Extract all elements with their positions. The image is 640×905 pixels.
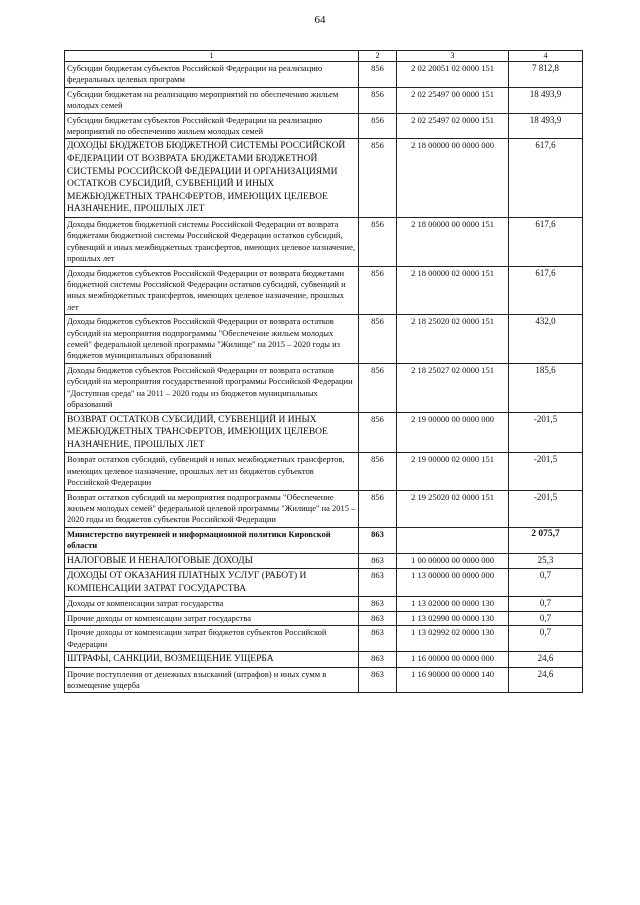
row-amount: -201,5: [509, 412, 583, 453]
table-row: [65, 87, 583, 113]
row-amount: 617,6: [509, 139, 583, 218]
row-amount: 18 493,9: [509, 113, 583, 139]
admin-code: 856: [359, 315, 397, 364]
table-row: [65, 597, 583, 611]
column-number-1: 1: [65, 51, 359, 62]
row-amount: 0,7: [509, 611, 583, 625]
row-name: Доходы бюджетов бюджетной системы Российской Федерации от возврата бюджетами бюджетной системы Российской Федерации остатков субсидий, субвенций и иных межбюджетных трансфертов, имеющих целевое назначение, прошлых лет: [65, 218, 359, 267]
column-number-4: 4: [509, 51, 583, 62]
row-name: НАЛОГОВЫЕ И НЕНАЛОГОВЫЕ ДОХОДЫ: [65, 553, 359, 569]
row-name: ШТРАФЫ, САНКЦИИ, ВОЗМЕЩЕНИЕ УЩЕРБА: [65, 651, 359, 667]
budget-classification-code: 1 16 00000 00 0000 000: [397, 651, 509, 667]
budget-classification-code: 1 00 00000 00 0000 000: [397, 553, 509, 569]
row-amount: -201,5: [509, 490, 583, 527]
column-number-row: [65, 51, 583, 62]
row-name: Возврат остатков субсидий, субвенций и иных межбюджетных трансфертов, имеющих целевое назначение, прошлых лет из бюджетов субъектов Российской Федерации: [65, 453, 359, 490]
row-amount: -201,5: [509, 453, 583, 490]
budget-classification-code: 2 18 00000 00 0000 151: [397, 218, 509, 267]
row-name: Доходы бюджетов субъектов Российской Федерации от возврата остатков субсидий на мероприятия подпрограммы "Обеспечение жильем молодых семей" федеральной целевой программы "Жилище" на 2015 – 2020 годы из бюджетов муниципальных образований: [65, 315, 359, 364]
admin-code: 856: [359, 363, 397, 412]
budget-classification-code: 1 13 02000 00 0000 130: [397, 597, 509, 611]
admin-code: 863: [359, 611, 397, 625]
row-amount: 24,6: [509, 651, 583, 667]
row-name: Прочие доходы от компенсации затрат государства: [65, 611, 359, 625]
table-row: [65, 453, 583, 490]
row-amount: 0,7: [509, 597, 583, 611]
row-amount: 0,7: [509, 569, 583, 597]
row-amount: 2 075,7: [509, 527, 583, 553]
table-row: [65, 113, 583, 139]
budget-classification-code: 2 18 00000 02 0000 151: [397, 266, 509, 315]
row-amount: 25,3: [509, 553, 583, 569]
admin-code: 856: [359, 139, 397, 218]
budget-classification-code: 1 13 00000 00 0000 000: [397, 569, 509, 597]
table-row: [65, 412, 583, 453]
admin-code: 856: [359, 412, 397, 453]
table-row: [65, 553, 583, 569]
budget-classification-code: 2 19 00000 00 0000 000: [397, 412, 509, 453]
table-row: [65, 490, 583, 527]
admin-code: 856: [359, 218, 397, 267]
table-row: [65, 266, 583, 315]
row-name: ДОХОДЫ БЮДЖЕТОВ БЮДЖЕТНОЙ СИСТЕМЫ РОССИЙСКОЙ ФЕДЕРАЦИИ ОТ ВОЗВРАТА БЮДЖЕТАМИ БЮДЖЕТНОЙ СИСТЕМЫ РОССИЙСКОЙ ФЕДЕРАЦИИ И ОРГАНИЗАЦИЯМИ ОСТАТКОВ СУБСИДИЙ, СУБВЕНЦИЙ И ИНЫХ МЕЖБЮДЖЕТНЫХ ТРАНСФЕРТОВ, ИМЕЮЩИХ ЦЕЛЕВОЕ НАЗНАЧЕНИЕ, ПРОШЛЫХ ЛЕТ: [65, 139, 359, 218]
row-amount: 617,6: [509, 218, 583, 267]
row-name: Субсидии бюджетам субъектов Российской Федерации на реализацию мероприятий по обеспечению жильем молодых семей: [65, 113, 359, 139]
budget-classification-code: 2 19 25020 02 0000 151: [397, 490, 509, 527]
row-name: Министерство внутренней и информационной политики Кировской области: [65, 527, 359, 553]
budget-classification-code: 2 19 00000 02 0000 151: [397, 453, 509, 490]
budget-table: [64, 50, 583, 693]
budget-classification-code: 1 13 02990 00 0000 130: [397, 611, 509, 625]
budget-classification-code: 2 02 25497 00 0000 151: [397, 87, 509, 113]
budget-classification-code: 2 18 25020 02 0000 151: [397, 315, 509, 364]
admin-code: 863: [359, 527, 397, 553]
table-row: [65, 62, 583, 88]
row-amount: 24,6: [509, 667, 583, 693]
budget-table-body: [65, 51, 583, 693]
row-amount: 185,6: [509, 363, 583, 412]
admin-code: 856: [359, 113, 397, 139]
budget-classification-code: [397, 527, 509, 553]
row-name: Прочие поступления от денежных взысканий (штрафов) и иных сумм в возмещение ущерба: [65, 667, 359, 693]
table-row: [65, 139, 583, 218]
table-row: [65, 611, 583, 625]
page-number: 64: [314, 14, 326, 26]
row-name: ДОХОДЫ ОТ ОКАЗАНИЯ ПЛАТНЫХ УСЛУГ (РАБОТ) И КОМПЕНСАЦИИ ЗАТРАТ ГОСУДАРСТВА: [65, 569, 359, 597]
budget-classification-code: 2 18 00000 00 0000 000: [397, 139, 509, 218]
budget-classification-code: 2 02 20051 02 0000 151: [397, 62, 509, 88]
row-name: Субсидии бюджетам на реализацию мероприятий по обеспечению жильем молодых семей: [65, 87, 359, 113]
budget-classification-code: 2 02 25497 02 0000 151: [397, 113, 509, 139]
admin-code: 856: [359, 490, 397, 527]
admin-code: 863: [359, 651, 397, 667]
table-row: [65, 315, 583, 364]
admin-code: 863: [359, 626, 397, 652]
admin-code: 863: [359, 553, 397, 569]
table-row: [65, 363, 583, 412]
admin-code: 863: [359, 569, 397, 597]
row-name: Доходы бюджетов субъектов Российской Федерации от возврата остатков субсидий на мероприятия государственной программы Российской Федерации "Доступная среда" на 2011 – 2020 годы из бюджетов муниципальных образований: [65, 363, 359, 412]
table-row: [65, 218, 583, 267]
admin-code: 856: [359, 453, 397, 490]
admin-code: 856: [359, 62, 397, 88]
budget-classification-code: 2 18 25027 02 0000 151: [397, 363, 509, 412]
table-row: [65, 569, 583, 597]
admin-code: 856: [359, 87, 397, 113]
table-row: [65, 667, 583, 693]
row-amount: 617,6: [509, 266, 583, 315]
row-amount: 432,0: [509, 315, 583, 364]
table-row: [65, 651, 583, 667]
column-number-2: 2: [359, 51, 397, 62]
row-amount: 18 493,9: [509, 87, 583, 113]
admin-code: 863: [359, 597, 397, 611]
admin-code: 856: [359, 266, 397, 315]
table-row: [65, 626, 583, 652]
row-name: ВОЗВРАТ ОСТАТКОВ СУБСИДИЙ, СУБВЕНЦИЙ И ИНЫХ МЕЖБЮДЖЕТНЫХ ТРАНСФЕРТОВ, ИМЕЮЩИХ ЦЕЛЕВОЕ НАЗНАЧЕНИЕ, ПРОШЛЫХ ЛЕТ: [65, 412, 359, 453]
row-amount: 0,7: [509, 626, 583, 652]
column-number-3: 3: [397, 51, 509, 62]
table-row: [65, 527, 583, 553]
row-name: Доходы от компенсации затрат государства: [65, 597, 359, 611]
admin-code: 863: [359, 667, 397, 693]
row-name: Возврат остатков субсидий на мероприятия подпрограммы "Обеспечение жильем молодых семей" федеральной целевой программы "Жилище" на 2015 – 2020 годы из бюджетов субъектов Российской Федерации: [65, 490, 359, 527]
row-name: Субсидии бюджетам субъектов Российской Федерации на реализацию федеральных целевых программ: [65, 62, 359, 88]
budget-classification-code: 1 16 90000 00 0000 140: [397, 667, 509, 693]
budget-classification-code: 1 13 02992 02 0000 130: [397, 626, 509, 652]
row-name: Прочие доходы от компенсации затрат бюджетов субъектов Российской Федерации: [65, 626, 359, 652]
row-name: Доходы бюджетов субъектов Российской Федерации от возврата бюджетами бюджетной системы Российской Федерации остатков субсидий, субвенций и иных межбюджетных трансфертов, имеющих целевое назначение, прошлых лет: [65, 266, 359, 315]
row-amount: 7 812,8: [509, 62, 583, 88]
